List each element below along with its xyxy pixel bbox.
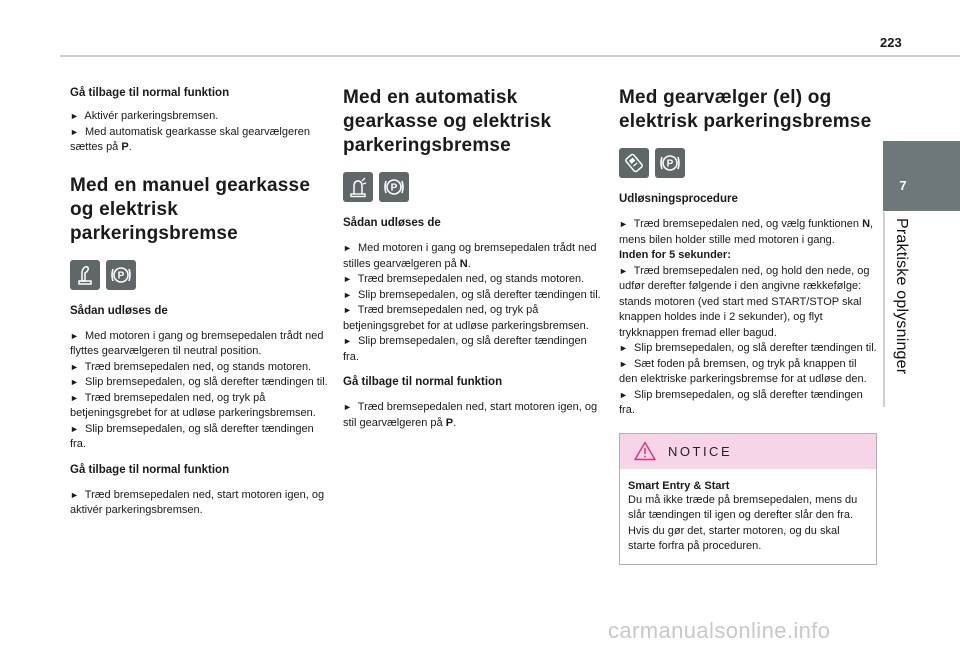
subheading: Sådan udløses de [70,304,168,317]
chapter-label [892,218,914,378]
automatic-gear-selector-icon [343,172,373,202]
svg-text:P: P [390,182,398,194]
arrow-bullet-icon: ► [343,402,352,412]
list-item: ► Slip bremsepedalen, og slå derefter tændingen til. [343,288,601,301]
list-item: ► Træd bremsepedalen ned, start motoren igen, og aktivér parkeringsbremsen. [70,488,325,516]
bullet-group [619,217,877,419]
list-item: ► Træd bremsepedalen ned, start motoren igen, og stil gearvælgeren på P. [343,401,598,429]
section-title: Med en manuel gearkasse og elektrisk parkeringsbremse [70,174,311,244]
bullet-group [70,329,332,453]
list-item: ► Sæt foden på bremsen, og tryk på knappen til den elektriske parkeringsbremse for at udløse den. [619,357,867,385]
subheading: Sådan udløses de [343,217,441,229]
chapter-label-text: Praktiske oplysninger [893,218,910,375]
column-1 [70,86,332,525]
list-item: ► Træd bremsepedalen ned, og stands motoren. [343,273,585,285]
list-item: ► Træd bremsepedalen ned, og vælg funktionen N, mens bilen holder stille med motoren i gang. [619,218,874,246]
within-label: Inden for 5 sekunder: [619,249,731,261]
chapter-tab [883,141,960,211]
arrow-bullet-icon: ► [70,489,79,500]
column-3 [619,86,877,565]
parking-brake-icon [655,148,685,178]
header-rule [60,55,960,57]
icon-row [619,148,877,178]
subheading: Gå tilbage til normal funktion [70,463,230,476]
bullet-group [343,400,605,431]
list-item: ► Slip bremsepedalen, og slå derefter tændingen fra. [343,335,587,363]
svg-text:P: P [666,158,674,170]
arrow-bullet-icon: ► [619,389,628,400]
list-item: ► Træd bremsepedalen ned, og tryk på betjeningsgrebet for at udløse parkeringsbremsen. [343,304,589,332]
arrow-bullet-icon: ► [70,361,79,372]
watermark: carmanualsonline.info [608,618,831,643]
manual-gearstick-icon [70,260,100,290]
notice-body [620,469,876,564]
section-title: Med en automatisk gearkasse og elektrisk parkeringsbremse [343,87,552,156]
arrow-bullet-icon: ► [343,274,352,284]
parking-brake-icon [106,260,136,290]
icon-row [343,172,605,202]
notice-box [619,433,877,565]
notice-header [620,434,876,469]
bullet-group [343,241,605,365]
arrow-bullet-icon: ► [619,343,628,353]
bullet-group [70,488,332,519]
chapter-tab-number: 7 [899,178,907,193]
chapter-tab-strip [883,212,885,407]
list-item: ► Træd bremsepedalen ned, og stands motoren. [70,360,312,373]
arrow-bullet-icon: ► [70,330,79,341]
arrow-bullet-icon: ► [343,243,352,253]
subheading: Udløsningsprocedure [619,193,738,205]
electric-gear-selector-icon [619,148,649,178]
list-item: ► Med automatisk gearkasse skal gearvælgeren sættes på P. [70,125,310,153]
parking-brake-icon [379,172,409,202]
list-item: ► Aktivér parkeringsbremsen. [70,110,219,122]
svg-text:P: P [117,270,125,281]
arrow-bullet-icon: ► [70,111,79,121]
list-item: ► Slip bremsepedalen, og slå derefter tændingen fra. [619,388,863,416]
arrow-bullet-icon: ► [70,392,79,403]
icon-row [70,260,332,290]
arrow-bullet-icon: ► [619,219,628,229]
arrow-bullet-icon: ► [343,289,352,300]
section-title: Med gearvælger (el) og elektrisk parkeringsbremse [619,87,872,132]
arrow-bullet-icon: ► [70,126,79,137]
page-number: 223 [880,35,902,50]
list-item: ► Træd bremsepedalen ned, og tryk på betjeningsgrebet for at udløse parkeringsbremsen. [70,391,316,419]
notice-text: Du må ikke træde på bremsepedalen, mens du slår tændingen til igen og derefter slår den fra. Hvis du gør det, starter motoren, og du skal starte forfra på proceduren. [628,493,858,552]
list-item: ► Slip bremsepedalen, og slå derefter tændingen til. [619,342,877,354]
column-2 [343,86,605,437]
notice-subheading: Smart Entry & Start [628,479,730,492]
bullet-group [70,109,332,156]
arrow-bullet-icon: ► [70,423,79,434]
arrow-bullet-icon: ► [343,305,352,315]
list-item: ► Slip bremsepedalen, og slå derefter tændingen til. [70,376,328,388]
arrow-bullet-icon: ► [343,336,352,346]
warning-triangle-icon [634,441,656,461]
list-item: ► Med motoren i gang og bremsepedalen trådt ned stilles gearvælgeren på N. [343,242,597,270]
subheading: Gå tilbage til normal funktion [70,87,230,99]
arrow-bullet-icon: ► [619,358,628,369]
arrow-bullet-icon: ► [619,265,628,276]
arrow-bullet-icon: ► [70,377,79,387]
list-item: ► Slip bremsepedalen, og slå derefter tændingen fra. [70,422,314,450]
list-item: ► Træd bremsepedalen ned, og hold den nede, og udfør derefter følgende i den angivne rækkefølge: stands motoren (ved start med START/STOP skal knappen holdes inde i 2 sekunder), og flyt trykknappen fremad eller bagud. [619,264,870,339]
subheading: Gå tilbage til normal funktion [343,376,503,388]
notice-title: NOTICE [668,443,733,459]
list-item: ► Med motoren i gang og bremsepedalen trådt ned flyttes gearvælgeren til neutral position. [70,329,324,357]
